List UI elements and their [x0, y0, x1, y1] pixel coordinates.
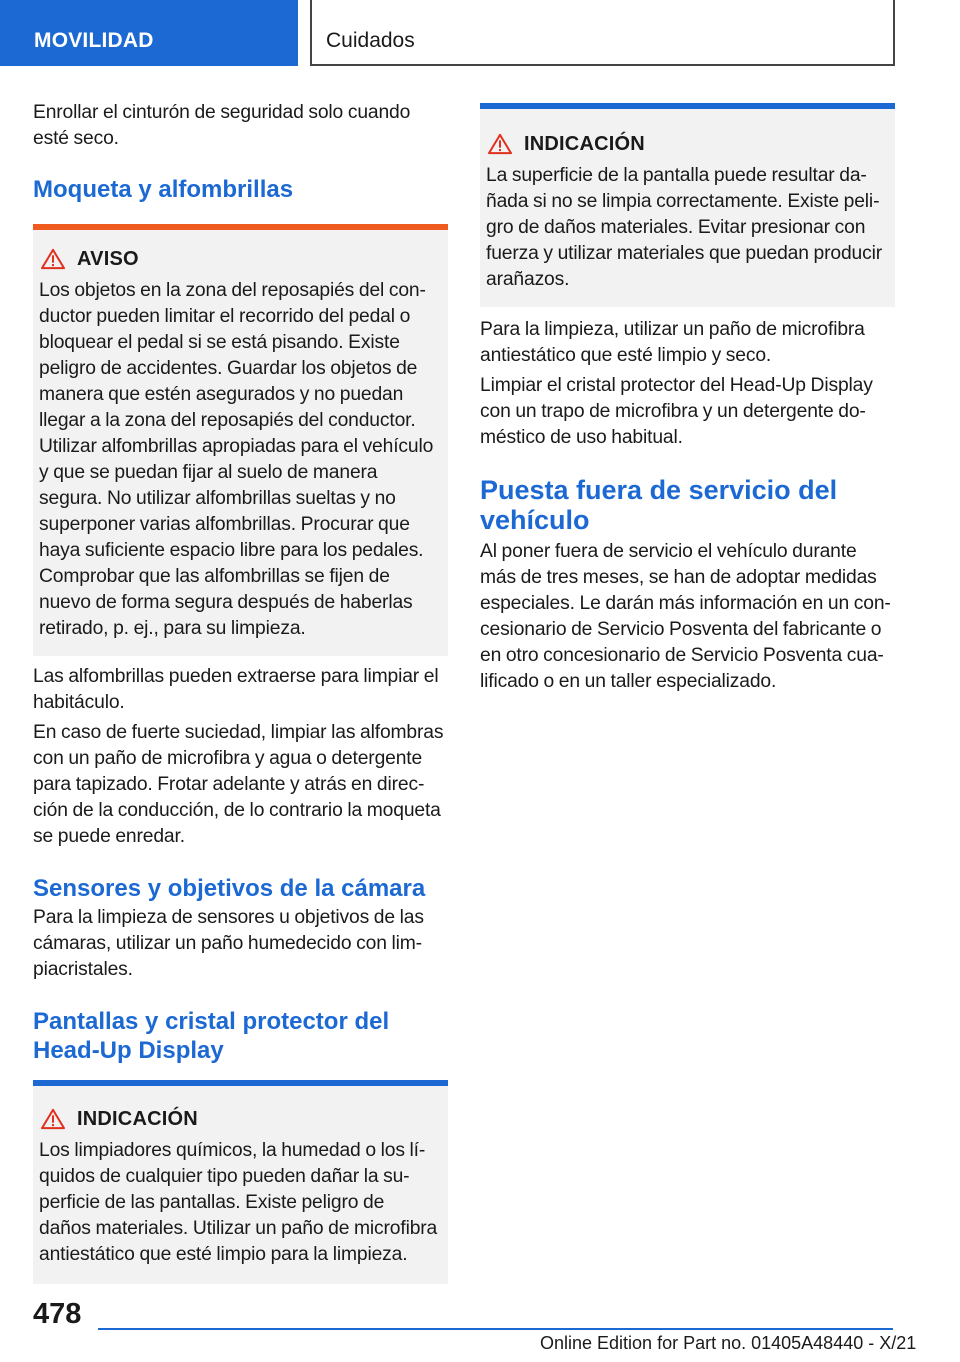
warning-triangle-icon: [39, 248, 67, 270]
heading-pantallas: Pantallas y cristal protector del Head-Up Display: [33, 1008, 390, 1064]
paragraph-hud: Limpiar el cristal protector del Head-Up Display con un trapo de microfibra y un detergente doméstico de uso habitual.: [480, 375, 873, 448]
heading-moqueta: Moqueta y alfombrillas: [33, 176, 294, 203]
aviso-title: AVISO: [77, 247, 139, 270]
chapter-tab: Cuidados: [310, 0, 895, 66]
indicacion-callout-left: [33, 1080, 448, 1284]
right-column: [480, 103, 895, 699]
paragraph-limpieza: Para la limpieza, utilizar un paño de microfibra antiestático que esté limpio y seco.: [480, 319, 865, 366]
indicacion-text-left: Los limpiadores químicos, la humedad o los líquidos de cualquier tipo pueden dañar la superficie de las pantallas. Existe peligro de daños materiales. Utilizar un paño de microfibra antiestático que esté limpio para la limpieza.: [39, 1140, 438, 1265]
aviso-text: Los objetos en la zona del reposapiés del conductor pueden limitar el recorrido del pedal o bloquear el pedal si se está pisando. Existe peligro de accidentes. Guardar los objetos de manera que estén asegurados y no puedan llegar a la zona del reposapiés del conductor. Utilizar alfombrillas apropiadas para el vehículo y que se puedan fijar al suelo de manera segura. No utilizar alfombrillas sueltas y no superponer varias alfombrillas. Procurar que haya suficiente espacio libre para los pedales. Comprobar que las alfombrillas se fijen de nuevo de forma segura después de haberlas retirado, p. ej., para su limpieza.: [39, 280, 434, 639]
indicacion-header-left: [39, 1102, 440, 1136]
warning-triangle-icon: [39, 1108, 67, 1130]
page-header: [0, 0, 960, 66]
left-column: [33, 100, 448, 1284]
aviso-header: [39, 242, 440, 276]
footer-rule: [98, 1328, 893, 1330]
paragraph-suciedad: En caso de fuerte suciedad, limpiar las alfombras con un paño de microfibra y agua o detergente para tapizado. Frotar adelante y atrás en dirección de la conducción, de lo contrario la moqueta se puede enredar.: [33, 722, 444, 847]
indicacion-title-right: INDICACIÓN: [524, 132, 645, 155]
indicacion-callout-right: [480, 103, 895, 307]
page-number: 478: [33, 1298, 82, 1330]
paragraph-sensores: Para la limpieza de sensores u objetivos de las cámaras, utilizar un paño humedecido con limpiacristales.: [33, 907, 424, 980]
warning-triangle-icon: [486, 133, 514, 155]
indicacion-header-right: [486, 127, 887, 161]
paragraph-alfombrillas: Las alfombrillas pueden extraerse para limpiar el habitáculo.: [33, 666, 439, 713]
heading-puesta-fuera: Puesta fuera de servicio del vehículo: [480, 475, 838, 535]
paragraph-puesta: Al poner fuera de servicio el vehículo durante más de tres meses, se han de adoptar medidas especiales. Le darán más información en un concesionario de Servicio Posventa del fabricante o en otro concesionario de Servicio Posventa cualificado o en un taller especializado.: [480, 541, 891, 692]
section-tab: MOVILIDAD: [0, 0, 298, 66]
intro-paragraph: Enrollar el cinturón de seguridad solo cuando esté seco.: [33, 102, 411, 149]
indicacion-text-right: La superficie de la pantalla puede resultar dañada si no se limpia correctamente. Existe peligro de daños materiales. Evitar presionar con fuerza y utilizar materiales que puedan producir arañazos.: [486, 165, 882, 290]
indicacion-title-left: INDICACIÓN: [77, 1107, 198, 1130]
heading-sensores: Sensores y objetivos de la cámara: [33, 875, 426, 902]
footer-edition: Online Edition for Part no. 01405A48440 - X/21: [540, 1333, 917, 1353]
aviso-callout: [33, 224, 448, 656]
